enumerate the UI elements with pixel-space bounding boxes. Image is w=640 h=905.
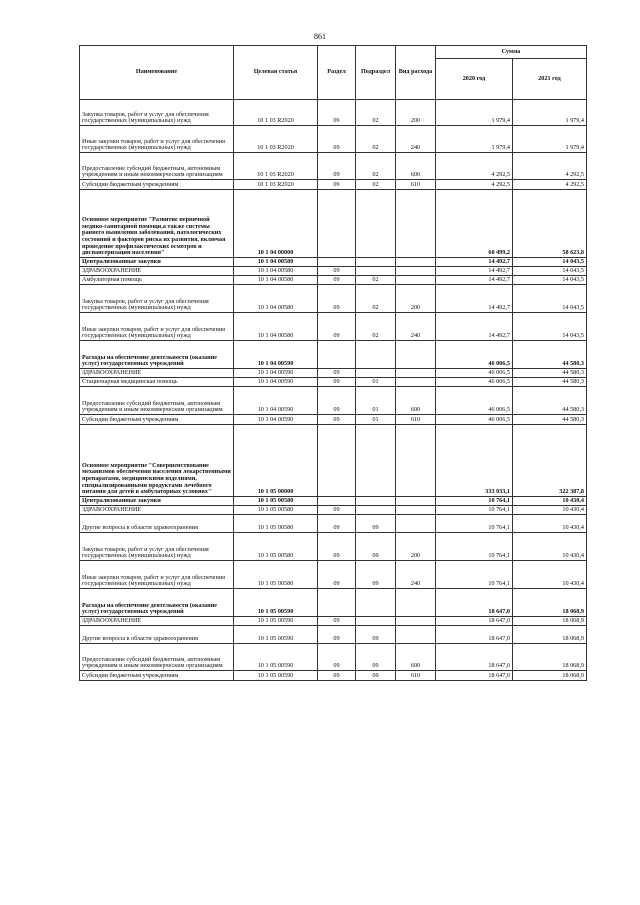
row-value-2020: 333 033,1 — [436, 425, 513, 497]
table-row — [80, 341, 587, 369]
row-value-2020: 14 492,7 — [436, 276, 513, 285]
row-value-2021: 44 580,3 — [513, 341, 587, 369]
row-value-2020: 10 764,1 — [436, 497, 513, 506]
header-year-2021: 2021 год — [513, 59, 587, 100]
row-subsection: 01 — [356, 378, 396, 387]
row-value-2021: 4 292,5 — [513, 180, 587, 190]
row-target-article: 10 1 05 00580 — [234, 515, 318, 533]
row-value-2020: 10 764,1 — [436, 533, 513, 561]
row-name: ЗДРАВООХРАНЕНИЕ — [80, 369, 234, 378]
row-expense-type — [396, 425, 436, 497]
row-subsection: 02 — [356, 100, 396, 126]
row-expense-type: 600 — [396, 644, 436, 671]
row-expense-type — [396, 258, 436, 267]
table-row — [80, 267, 587, 276]
row-target-article: 10 1 05 00000 — [234, 425, 318, 497]
header-expense-type: Вид расхода — [396, 46, 436, 100]
row-section: 09 — [318, 415, 356, 425]
row-name: Другие вопросы в области здравоохранения — [80, 626, 234, 644]
row-name: Стационарная медицинская помощь — [80, 378, 234, 387]
row-value-2021: 14 043,5 — [513, 285, 587, 313]
row-section: 09 — [318, 100, 356, 126]
row-expense-type — [396, 497, 436, 506]
row-section: 09 — [318, 387, 356, 415]
row-expense-type: 240 — [396, 313, 436, 341]
table-row — [80, 153, 587, 180]
row-expense-type: 610 — [396, 671, 436, 681]
row-expense-type — [396, 589, 436, 617]
table-row — [80, 285, 587, 313]
budget-table — [79, 45, 587, 681]
row-subsection — [356, 497, 396, 506]
row-expense-type — [396, 617, 436, 626]
row-section: 09 — [318, 533, 356, 561]
row-expense-type: 200 — [396, 285, 436, 313]
row-name: Иные закупки товаров, работ и услуг для обеспечения государственных (муниципальных) нужд — [80, 126, 234, 153]
row-value-2021: 18 068,9 — [513, 589, 587, 617]
row-value-2021: 58 623,8 — [513, 190, 587, 258]
row-subsection: 02 — [356, 180, 396, 190]
row-section: 09 — [318, 285, 356, 313]
row-subsection: 09 — [356, 533, 396, 561]
row-subsection — [356, 617, 396, 626]
row-target-article: 10 1 05 00590 — [234, 671, 318, 681]
row-value-2020: 46 006,5 — [436, 378, 513, 387]
row-subsection — [356, 267, 396, 276]
row-section: 09 — [318, 617, 356, 626]
row-expense-type: 610 — [396, 180, 436, 190]
row-target-article: 10 1 05 00580 — [234, 561, 318, 589]
row-value-2020: 18 647,0 — [436, 626, 513, 644]
header-sum: Сумма — [436, 46, 587, 59]
row-target-article: 10 1 03 R2020 — [234, 126, 318, 153]
row-name: Субсидии бюджетным учреждениям — [80, 180, 234, 190]
row-target-article: 10 1 05 00580 — [234, 506, 318, 515]
row-value-2021: 10 430,4 — [513, 515, 587, 533]
row-section: 09 — [318, 153, 356, 180]
row-expense-type: 200 — [396, 100, 436, 126]
row-section — [318, 258, 356, 267]
row-expense-type: 240 — [396, 561, 436, 589]
row-expense-type: 600 — [396, 153, 436, 180]
header-section: Раздел — [318, 46, 356, 100]
row-target-article: 10 1 03 R2020 — [234, 153, 318, 180]
table-row — [80, 589, 587, 617]
table-row — [80, 100, 587, 126]
table-row — [80, 415, 587, 425]
table-row — [80, 190, 587, 258]
row-value-2021: 10 430,4 — [513, 506, 587, 515]
row-section: 09 — [318, 276, 356, 285]
table-row — [80, 378, 587, 387]
row-value-2021: 10 430,4 — [513, 533, 587, 561]
row-value-2020: 18 647,0 — [436, 617, 513, 626]
row-subsection — [356, 258, 396, 267]
row-value-2020: 18 647,0 — [436, 589, 513, 617]
table-row — [80, 515, 587, 533]
row-name: Расходы на обеспечение деятельности (оказание услуг) государственных учреждений — [80, 589, 234, 617]
table-row — [80, 425, 587, 497]
page-number: 861 — [314, 32, 326, 41]
row-target-article: 10 1 04 00590 — [234, 369, 318, 378]
row-name: Централизованные закупки — [80, 258, 234, 267]
row-value-2020: 1 979,4 — [436, 100, 513, 126]
row-name: Иные закупки товаров, работ и услуг для обеспечения государственных (муниципальных) нужд — [80, 561, 234, 589]
row-expense-type — [396, 267, 436, 276]
row-value-2021: 1 979,4 — [513, 100, 587, 126]
row-subsection: 01 — [356, 387, 396, 415]
table-row — [80, 626, 587, 644]
row-name: ЗДРАВООХРАНЕНИЕ — [80, 267, 234, 276]
row-value-2021: 44 580,3 — [513, 415, 587, 425]
row-subsection: 09 — [356, 644, 396, 671]
row-name: Закупка товаров, работ и услуг для обеспечения государственных (муниципальных) нужд — [80, 533, 234, 561]
row-section — [318, 589, 356, 617]
table-row — [80, 313, 587, 341]
row-value-2021: 44 580,3 — [513, 387, 587, 415]
header-target-article: Целевая статья — [234, 46, 318, 100]
row-target-article: 10 1 04 00580 — [234, 285, 318, 313]
row-value-2021: 14 043,5 — [513, 276, 587, 285]
row-target-article: 10 1 04 00590 — [234, 415, 318, 425]
row-section: 09 — [318, 126, 356, 153]
row-name: Закупка товаров, работ и услуг для обеспечения государственных (муниципальных) нужд — [80, 285, 234, 313]
table-row — [80, 497, 587, 506]
row-section: 09 — [318, 626, 356, 644]
row-value-2020: 14 492,7 — [436, 285, 513, 313]
row-name: Амбулаторная помощь — [80, 276, 234, 285]
row-name: Закупка товаров, работ и услуг для обеспечения государственных (муниципальных) нужд — [80, 100, 234, 126]
row-section — [318, 497, 356, 506]
row-value-2020: 10 764,1 — [436, 561, 513, 589]
row-subsection: 09 — [356, 671, 396, 681]
row-section: 09 — [318, 515, 356, 533]
row-target-article: 10 1 05 00580 — [234, 497, 318, 506]
table-row — [80, 387, 587, 415]
row-subsection: 02 — [356, 126, 396, 153]
row-section: 09 — [318, 369, 356, 378]
row-section: 09 — [318, 378, 356, 387]
row-section: 09 — [318, 267, 356, 276]
row-value-2020: 1 979,4 — [436, 126, 513, 153]
row-section: 09 — [318, 644, 356, 671]
row-name: Основное мероприятие "Совершенствование механизмов обеспечения населения лекарственными препаратами, медицинскими изделиями, специализированными продуктами лечебного питания для детей в амбулаторных условиях" — [80, 425, 234, 497]
row-value-2020: 14 492,7 — [436, 313, 513, 341]
row-target-article: 10 1 04 00580 — [234, 276, 318, 285]
row-target-article: 10 1 05 00590 — [234, 626, 318, 644]
table-row — [80, 617, 587, 626]
row-value-2020: 18 647,0 — [436, 671, 513, 681]
row-name: Иные закупки товаров, работ и услуг для обеспечения государственных (муниципальных) нужд — [80, 313, 234, 341]
row-name: Основное мероприятие "Развитие первичной медико-санитарной помощи,а также системы раннего выявления заболеваний, патологических состояний и факторов риска их развития, включая проведение профилактических осмотров и диспансеризации населения" — [80, 190, 234, 258]
row-name: ЗДРАВООХРАНЕНИЕ — [80, 617, 234, 626]
row-value-2021: 14 043,5 — [513, 267, 587, 276]
row-value-2021: 18 068,9 — [513, 644, 587, 671]
row-subsection: 02 — [356, 313, 396, 341]
row-target-article: 10 1 04 00590 — [234, 341, 318, 369]
row-section: 09 — [318, 313, 356, 341]
row-section: 09 — [318, 180, 356, 190]
row-target-article: 10 1 04 00580 — [234, 313, 318, 341]
row-value-2021: 44 580,3 — [513, 378, 587, 387]
row-name: Другие вопросы в области здравоохранения — [80, 515, 234, 533]
table-header — [80, 46, 587, 100]
row-name: Расходы на обеспечение деятельности (оказание услуг) государственных учреждений — [80, 341, 234, 369]
row-target-article: 10 1 05 00590 — [234, 589, 318, 617]
row-name: Предоставление субсидий бюджетным, автономным учреждениям и иным некоммерческим организациям — [80, 153, 234, 180]
row-value-2020: 18 647,0 — [436, 644, 513, 671]
row-name: Предоставление субсидий бюджетным, автономным учреждениям и иным некоммерческим организациям — [80, 387, 234, 415]
row-expense-type — [396, 276, 436, 285]
table-row — [80, 671, 587, 681]
row-section: 09 — [318, 671, 356, 681]
row-value-2020: 14 492,7 — [436, 267, 513, 276]
table-body — [80, 100, 587, 681]
row-name: ЗДРАВООХРАНЕНИЕ — [80, 506, 234, 515]
row-subsection — [356, 341, 396, 369]
table-row — [80, 561, 587, 589]
row-expense-type — [396, 626, 436, 644]
row-expense-type: 600 — [396, 387, 436, 415]
row-expense-type — [396, 378, 436, 387]
header-year-2020: 2020 год — [436, 59, 513, 100]
row-expense-type: 200 — [396, 533, 436, 561]
header-subsection: Подраздел — [356, 46, 396, 100]
row-section — [318, 341, 356, 369]
row-subsection — [356, 506, 396, 515]
row-value-2020: 46 006,5 — [436, 387, 513, 415]
row-target-article: 10 1 05 00590 — [234, 617, 318, 626]
row-value-2021: 18 068,9 — [513, 617, 587, 626]
row-value-2020: 10 764,1 — [436, 506, 513, 515]
row-subsection: 09 — [356, 515, 396, 533]
row-value-2021: 4 292,5 — [513, 153, 587, 180]
table-row — [80, 644, 587, 671]
table-row — [80, 506, 587, 515]
table-row — [80, 258, 587, 267]
row-expense-type — [396, 341, 436, 369]
row-expense-type: 240 — [396, 126, 436, 153]
table-row — [80, 126, 587, 153]
row-expense-type: 610 — [396, 415, 436, 425]
row-subsection: 09 — [356, 626, 396, 644]
row-target-article: 10 1 04 00590 — [234, 378, 318, 387]
table-row — [80, 369, 587, 378]
row-subsection: 02 — [356, 276, 396, 285]
row-name: Централизованные закупки — [80, 497, 234, 506]
row-value-2021: 14 043,5 — [513, 258, 587, 267]
row-value-2020: 4 292,5 — [436, 180, 513, 190]
row-target-article: 10 1 03 R2020 — [234, 100, 318, 126]
row-value-2021: 18 068,9 — [513, 671, 587, 681]
row-target-article: 10 1 03 R2020 — [234, 180, 318, 190]
row-subsection: 02 — [356, 153, 396, 180]
row-section: 09 — [318, 561, 356, 589]
row-value-2020: 60 499,2 — [436, 190, 513, 258]
row-value-2021: 322 387,8 — [513, 425, 587, 497]
header-name: Наименование — [80, 46, 234, 100]
row-section — [318, 190, 356, 258]
row-target-article: 10 1 04 00590 — [234, 387, 318, 415]
row-value-2020: 10 764,1 — [436, 515, 513, 533]
row-value-2021: 44 580,3 — [513, 369, 587, 378]
row-name: Предоставление субсидий бюджетным, автономным учреждениям и иным некоммерческим организациям — [80, 644, 234, 671]
row-subsection: 01 — [356, 415, 396, 425]
row-target-article: 10 1 04 00000 — [234, 190, 318, 258]
row-value-2021: 10 430,4 — [513, 497, 587, 506]
row-expense-type — [396, 190, 436, 258]
row-target-article: 10 1 05 00580 — [234, 533, 318, 561]
row-target-article: 10 1 05 00590 — [234, 644, 318, 671]
row-expense-type — [396, 506, 436, 515]
row-subsection — [356, 190, 396, 258]
row-expense-type — [396, 515, 436, 533]
table-row — [80, 533, 587, 561]
row-name: Субсидии бюджетным учреждениям — [80, 671, 234, 681]
row-section — [318, 425, 356, 497]
row-value-2021: 14 043,5 — [513, 313, 587, 341]
row-subsection: 02 — [356, 285, 396, 313]
row-value-2020: 46 006,5 — [436, 369, 513, 378]
row-value-2020: 14 492,7 — [436, 258, 513, 267]
row-value-2020: 46 006,5 — [436, 415, 513, 425]
row-target-article: 10 1 04 00580 — [234, 267, 318, 276]
table-row — [80, 276, 587, 285]
row-value-2021: 10 430,4 — [513, 561, 587, 589]
row-subsection: 09 — [356, 561, 396, 589]
row-target-article: 10 1 04 00580 — [234, 258, 318, 267]
row-expense-type — [396, 369, 436, 378]
row-name: Субсидии бюджетным учреждениям — [80, 415, 234, 425]
row-value-2020: 4 292,5 — [436, 153, 513, 180]
row-subsection — [356, 589, 396, 617]
row-value-2021: 18 068,9 — [513, 626, 587, 644]
row-value-2021: 1 979,4 — [513, 126, 587, 153]
row-section: 09 — [318, 506, 356, 515]
row-subsection — [356, 369, 396, 378]
table-row — [80, 180, 587, 190]
row-subsection — [356, 425, 396, 497]
row-value-2020: 46 006,5 — [436, 341, 513, 369]
